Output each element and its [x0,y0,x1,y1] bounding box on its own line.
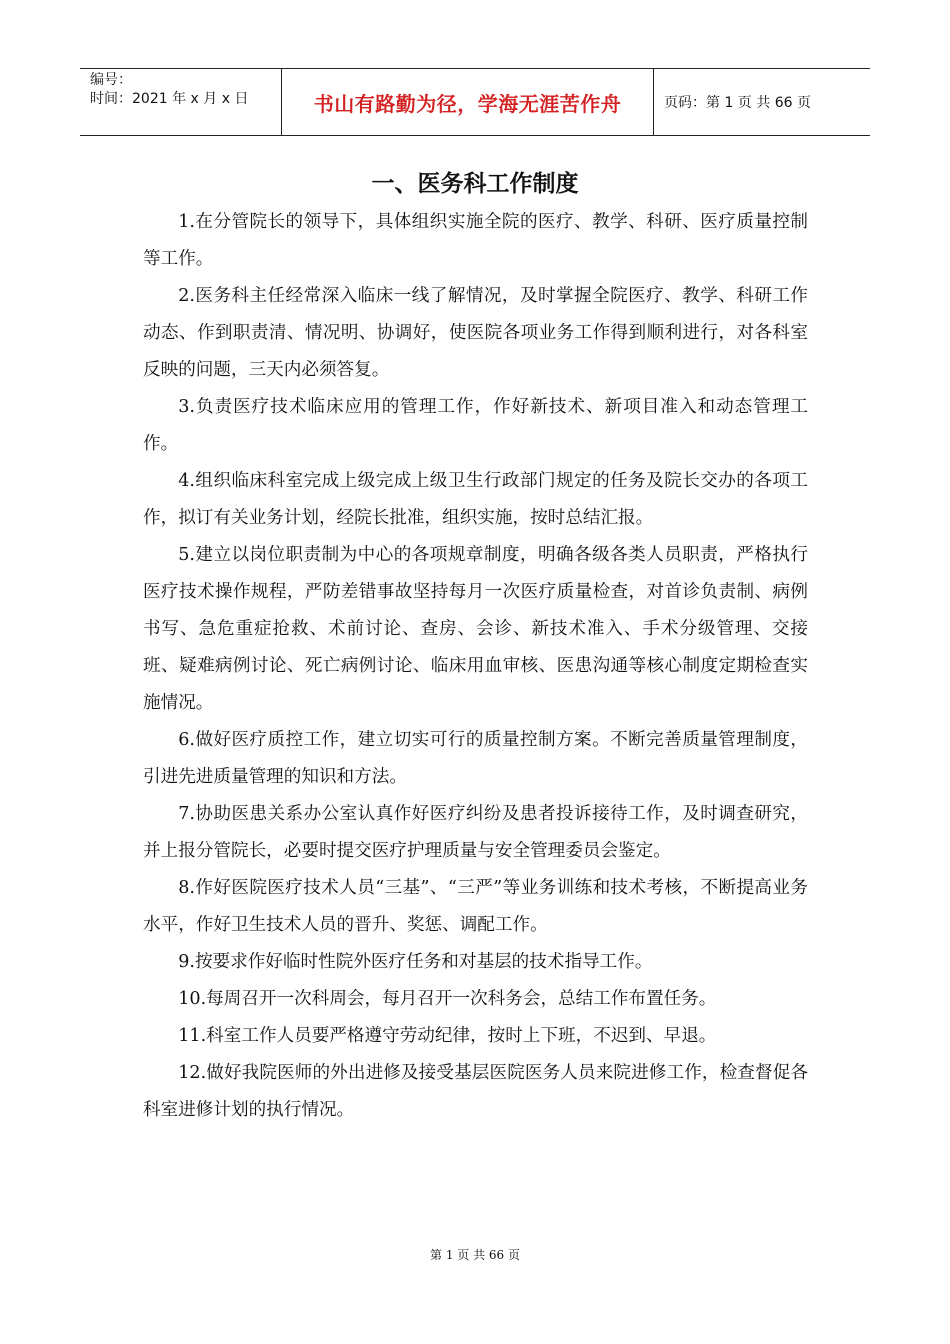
paragraph-7: 7.协助医患关系办公室认真作好医疗纠纷及患者投诉接待工作，及时调查研究，并上报分管院长，必要时提交医疗护理质量与安全管理委员会鉴定。 [143,804,808,861]
paragraph-10: 10.每周召开一次科周会，每月召开一次科务会，总结工作布置任务。 [178,989,717,1009]
header-page-info: 页码：第 1 页 共 66 页 [664,95,811,111]
paragraph-4: 4.组织临床科室完成上级完成上级卫生行政部门规定的任务及院长交办的各项工作，拟订有关业务计划，经院长批准，组织实施，按时总结汇报。 [143,471,808,528]
serial-number-label: 编号： [90,72,132,88]
document-body [143,204,808,1129]
paragraph-5: 5.建立以岗位职责制为中心的各项规章制度，明确各级各类人员职责，严格执行医疗技术操作规程，严防差错事故坚持每月一次医疗质量检查，对首诊负责制、病例书写、急危重症抢救、术前讨论、查房、会诊、新技术准入、手术分级管理、交接班、疑难病例讨论、死亡病例讨论、临床用血审核、医患沟通等核心制度定期检查实施情况。 [143,545,808,713]
paragraph-1: 1.在分管院长的领导下，具体组织实施全院的医疗、教学、科研、医疗质量控制等工作。 [143,212,808,269]
header-meta [80,69,282,135]
header-motto: 书山有路勤为径，学海无涯苦作舟 [282,69,654,135]
paragraph-9: 9.按要求作好临时性院外医疗任务和对基层的技术指导工作。 [178,952,653,972]
document-title: 一、医务科工作制度 [371,171,579,197]
date-label: 时间：2021 年 x 月 x 日 [90,91,249,107]
paragraph-12: 12.做好我院医师的外出进修及接受基层医院医务人员来院进修工作，检查督促各科室进修计划的执行情况。 [143,1063,808,1120]
paragraph-6: 6.做好医疗质控工作，建立切实可行的质量控制方案。不断完善质量管理制度，引进先进质量管理的知识和方法。 [143,730,808,787]
paragraph-11: 11.科室工作人员要严格遵守劳动纪律，按时上下班，不迟到、早退。 [178,1026,717,1046]
page-header [80,68,870,136]
paragraph-2: 2.医务科主任经常深入临床一线了解情况，及时掌握全院医疗、教学、科研工作动态、作到职责清、情况明、协调好，使医院各项业务工作得到顺利进行，对各科室反映的问题，三天内必须答复。 [143,286,808,380]
page-footer: 第 1 页 共 66 页 [430,1248,520,1262]
paragraph-8: 8.作好医院医疗技术人员“三基”、“三严”等业务训练和技术考核，不断提高业务水平，作好卫生技术人员的晋升、奖惩、调配工作。 [143,878,808,935]
paragraph-3: 3.负责医疗技术临床应用的管理工作，作好新技术、新项目准入和动态管理工作。 [143,397,808,454]
